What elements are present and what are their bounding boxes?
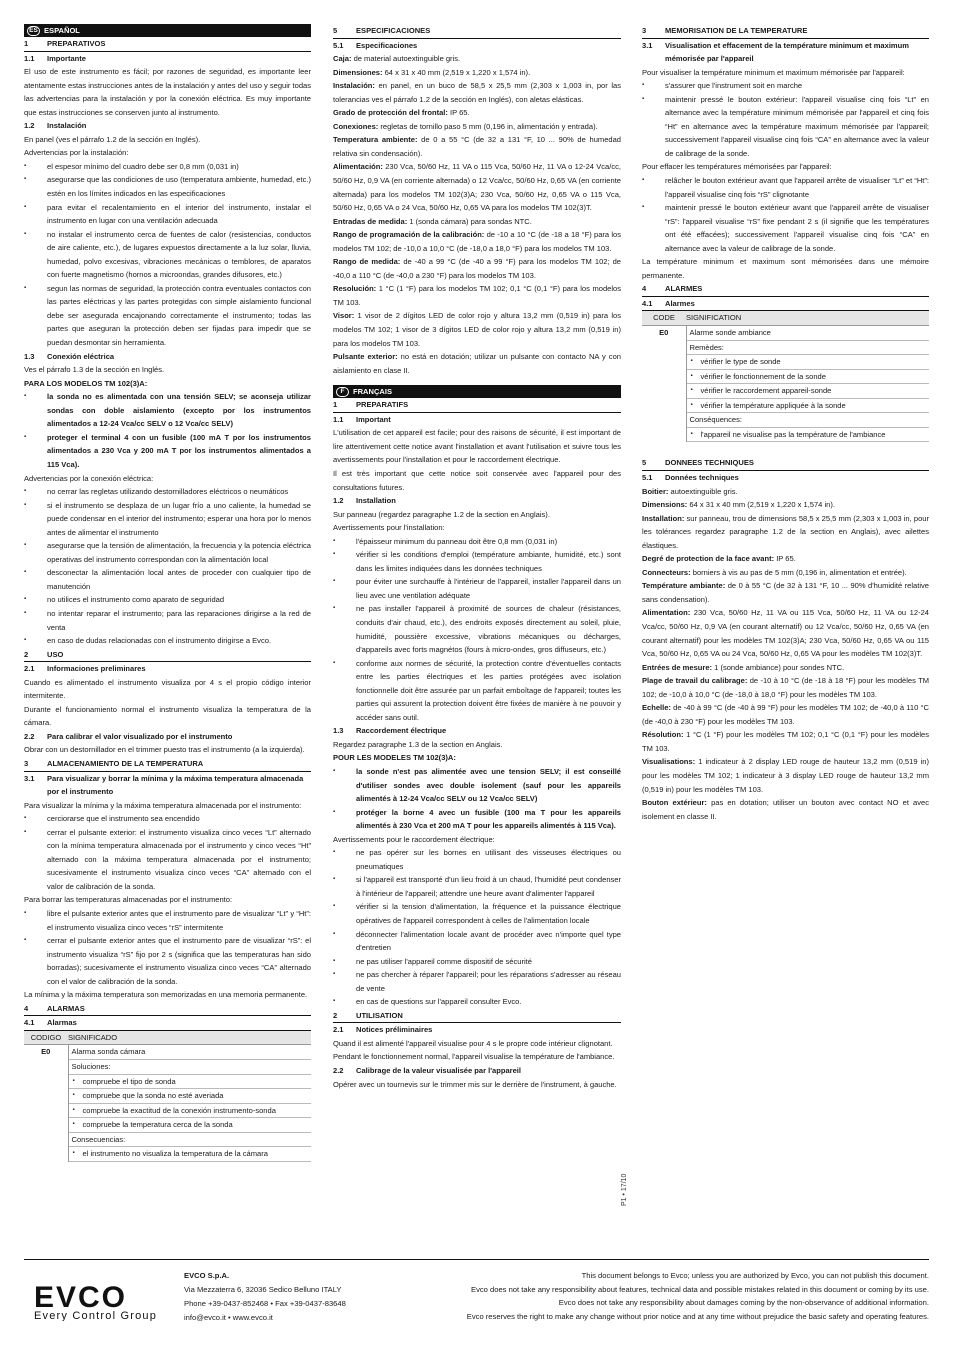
list-item: ▪ libre el pulsante exterior antes que el instrumento pare de visualizar “Lt” y “Ht”: el instrumento visualiza cinco veces “rS” intermitente — [24, 907, 311, 934]
paragraph: Avertissements pour l'installation: — [333, 523, 445, 533]
list-item: ▪ ne pas utiliser l'appareil comme dispositif de sécurité — [333, 955, 621, 969]
subheading: 2.2 Calibrage de la valeur visualisée par l'appareil — [333, 1066, 521, 1076]
paragraph: Para visualizar la mínima y la máxima temperatura almacenada por el instrumento: — [24, 800, 302, 810]
spec-item: Dimensions: 64 x 31 x 40 mm (2,519 x 1,220 x 1,574 in). — [642, 500, 835, 510]
paragraph: Advertencias por la instalación: — [24, 148, 129, 158]
spec-item: Visualisations: 1 indicateur à 2 display LED rouge de hauteur 13,2 mm (0,519 in) pour les modèles TM 102; 1 indicateur à 3 display LED rouge de hauteur 13,2 mm (0,519 in) pour les modèles TM 103. — [642, 757, 929, 794]
heading: 1 PREPARATIVOS — [24, 37, 311, 52]
footer-divider — [24, 1259, 929, 1260]
list-item: ▪ la sonde n'est pas alimentée avec une tension SELV; il est conseillé d'utiliser sondes avec double isolement (sauf pour les appareils alimentés à 12-24 Vca/cc SELV ou 12 Vca/cc SELV) — [333, 765, 621, 806]
paragraph: Opérer avec un tournevis sur le trimmer mis sur le derrière de l'instrument, à gauche. — [333, 1079, 617, 1089]
paragraph: Sur panneau (regardez paragraphe 1.2 de la section en Anglais). — [333, 509, 550, 519]
subheading: 5.1 Données techniques — [642, 472, 739, 482]
list-item: ▪ conforme aux normes de sécurité, la protection contre d'éventuelles contacts entre les parties électriques et les parties protégées avec isolation fonctionnelle doit être assurée par un parfait emboîtage de l'appareil; toutes les parties qui assurent la protection doivent être fixées de manière à ne pouvoir y accéder sans outil. — [333, 657, 621, 725]
paragraph: Regardez paragraphe 1.3 de la section en Anglais. — [333, 739, 503, 749]
heading: 2 UTILISATION — [333, 1009, 621, 1024]
table-header: SIGNIFICADO — [68, 1031, 311, 1045]
subheading: 1.2 Instalación — [24, 121, 87, 131]
list-item: ▪ cerciorarse que el instrumento sea encendido — [24, 812, 311, 826]
fr-badge: F — [336, 387, 349, 397]
list-item: ▪ s'assurer que l'instrument soit en marche — [642, 79, 929, 93]
list-item: ▪ relâcher le bouton extérieur avant que l'appareil arrête de visualiser “Lt” et “Ht”: l'appareil visualise cinq fois “rS” clignotante — [642, 174, 929, 201]
subheading: 2.1 Notices préliminaires — [333, 1025, 433, 1035]
spec-list — [333, 52, 621, 377]
column-spanish — [24, 24, 311, 1162]
subheading: 1.1 Importante — [24, 53, 86, 63]
list-item: ▪ ne pas opérer sur les bornes en utilisant des visseuses électriques ou pneumatiques — [333, 846, 621, 873]
spec-item: Connecteurs: borniers à vis au pas de 5 mm (0,196 in, alimentation et entrée). — [642, 567, 907, 577]
subheading: 1.1 Important — [333, 414, 391, 424]
heading: 3 MEMORISATION DE LA TEMPERATURE — [642, 24, 929, 39]
spec-item: Grado de protección del frontal: IP 65. — [333, 108, 470, 118]
list-item: ▪ pour éviter une surchauffe à l'intérieur de l'appareil, installer l'appareil dans un lieu avec une ventilation adéquate — [333, 575, 621, 602]
alarm-description: Alarme sonde ambiance Remèdes: ▪ vérifier le type de sonde ▪ vérifier le fonctionnement de la sonde ▪ vérifier le raccordement appareil-sonde ▪ vérifier la température appliquée à la sonde Conséquences: ▪ l'appareil ne visualise pas la température de l'ambiance — [686, 326, 929, 443]
heading: 5 ESPECIFICACIONES — [333, 24, 621, 39]
spec-item: Alimentación: 230 Vca, 50/60 Hz, 11 VA o 115 Vca, 50/60 Hz, 11 VA o 12-24 Vca/cc, 50/60 Hz, 0,9 VA (en corriente alternada) o 12 Vca/cc, 50/60 Hz, 0,65 VA (en corriente alternada) para los modelos TM 102(3)A; 230 Vca, 50/60 Hz, 0,65 VA o 115 Vca, 50/60 Hz, 0,65 VA o 24 Vca, 50/60 Hz, 0,65 VA para los modelos TM 102(3)T. — [333, 162, 621, 213]
evco-logo — [32, 1281, 172, 1321]
heading: 1 PREPARATIFS — [333, 398, 621, 413]
paragraph: Pour visualiser la température minimum et maximum mémorisée par l'appareil: — [642, 67, 905, 77]
list-item: ▪ vérifier si la tension d'alimentation, la fréquence et la puissance électrique opératives de l'appareil correspondent à celles de l'alimentation locale — [333, 900, 621, 927]
list-item: ▪ cerrar el pulsante exterior: el instrumento visualiza cinco veces “Lt” alternado con la mínima temperatura almacenada por el instrumento y cinco veces “Ht” alternado con la máxima temperatura almacenada por el instrumento; sucesivamente el instrumento visualiza cinco veces “CA” alternado con el valor de calibración de la sonda. — [24, 826, 311, 894]
spec-item: Dimensiones: 64 x 31 x 40 mm (2,519 x 1,220 x 1,574 in). — [333, 67, 531, 77]
spec-item: Plage de travail du calibrage: de -10 à 10 °C (de -18 à 18 °F) pour les modèles TM 102; de -10,0 à 10,0 °C (de -18,0 à 18,0 °F) pour les modèles TM 103. — [642, 676, 929, 699]
spec-item: Entradas de medida: 1 (sonda cámara) para sondas NTC. — [333, 216, 532, 226]
models-heading: PARA LOS MODELOS TM 102(3)A: — [24, 378, 148, 388]
list-item: ▪ en cas de questions sur l'appareil consulter Evco. — [333, 995, 621, 1009]
subheading: 3.1 Para visualizar y borrar la mínima y la máxima temperatura almacenada por el instrumento — [24, 773, 304, 797]
list-item: ▪ no intentar reparar el instrumento; para las reparaciones dirigirse a la red de venta — [24, 607, 311, 634]
paragraph: Quand il est alimenté l'appareil visualise pour 4 s le propre code intérieur clignotant. — [333, 1038, 613, 1048]
svg-text:EVCO: EVCO — [34, 1281, 128, 1314]
alarm-table — [24, 1031, 311, 1162]
spec-item: Installation: sur panneau, trou de dimensions 58,5 x 25,5 mm (2,303 x 1,003 in, pour les tolérances regardez paragraphe 1.2 de la section en Anglais), avec ailettes élastiques. — [642, 513, 929, 550]
table-header: CODE — [642, 311, 686, 325]
heading: 3 ALMACENAMIENTO DE LA TEMPERATURA — [24, 757, 311, 772]
list-item: ▪ el espesor mínimo del cuadro debe ser 0,8 mm (0,031 in) — [24, 160, 311, 174]
bullet-list — [24, 485, 311, 648]
spec-item: Degré de protection de la face avant: IP 65. — [642, 554, 796, 564]
spec-item: Caja: de material autoextinguible gris. — [333, 54, 461, 64]
list-item: ▪ no utilices el instrumento como aparato de seguridad — [24, 593, 311, 607]
list-item: ▪ maintenir pressé le bouton extérieur avant que l'appareil arrête de visualiser “rS”: l'appareil visualise “rS” fixe pendant 2 s (il signifie que les températures ont été effacées); successivement l'appareil visualise cinq fois “CA” en alternance avec la valeur de calibrage de la sonde. — [642, 201, 929, 255]
spec-item: Conexiones: regletas de tornillo paso 5 mm (0,196 in, alimentación y entrada). — [333, 121, 598, 131]
list-item: ▪ asegurarse que la tensión de alimentación, la frecuencia y la potencia eléctrica operativas del instrumento correspondan con la alimentación local — [24, 539, 311, 566]
bullet-list — [333, 535, 621, 725]
section-header-fr: F FRANÇAIS — [333, 385, 621, 398]
list-item: ▪ desconectar la alimentación local antes de proceder con cualquier tipo de manutención — [24, 566, 311, 593]
spec-list — [642, 485, 929, 824]
alarm-description: Alarma sonda cámara Soluciones: ▪ compruebe el tipo de sonda ▪ compruebe que la sonda no esté averiada ▪ compruebe la exactitud de la conexión instrumento-sonda ▪ compruebe la temperatura cerca de la sonda Consecuencias: ▪ el instrumento no visualiza la temperatura de la cámara — [68, 1045, 311, 1162]
list-item: ▪ si el instrumento se desplaza de un lugar frío a uno caliente, la humedad se puede condensar en el interior del instrumento; esperar una hora por lo menos antes de alimentar el instrumento — [24, 499, 311, 540]
subheading: 1.3 Conexión eléctrica — [24, 351, 115, 361]
subheading: 2.1 Informaciones preliminares — [24, 664, 146, 674]
subheading: 5.1 Especificaciones — [333, 40, 418, 50]
paragraph: Obrar con un destornillador en el trimmer puesto tras el instrumento (a la izquierda). — [24, 745, 305, 755]
list-item: ▪ l'épaisseur minimum du panneau doit être 0,8 mm (0,031 in) — [333, 535, 621, 549]
list-item: ▪ para evitar el recalentamiento en el interior del instrumento, instalar el instrumento en lugar con una ventilación adecuada — [24, 201, 311, 228]
bullet-list — [24, 812, 311, 893]
document-code: P1 • 17/10 — [621, 1173, 628, 1206]
paragraph: Pendant le fonctionnement normal, l'appareil visualise la température de l'ambiance. — [333, 1052, 615, 1062]
list-item: ▪ asegurarse que las condiciones de uso (temperatura ambiente, humedad, etc.) estén en los límites indicados en las especificaciones — [24, 173, 311, 200]
table-header: SIGNIFICATION — [686, 311, 929, 325]
list-item: ▪ no cerrar las regletas utilizando destornilladores eléctricos o neumáticos — [24, 485, 311, 499]
list-item: ▪ ne pas installer l'appareil à proximité de sources de chaleur (résistances, conduits d'air chaud, etc.), des endroits exposés directement au soleil, pluie, humidité, poussière excessive, vibrations mécaniques ou décharges, d'appareils avec forts magnétos (fours à micro-ondes, gros diffuseurs, etc.) — [333, 602, 621, 656]
footer — [24, 1267, 929, 1337]
paragraph: Para borrar las temperaturas almacenadas por el instrumento: — [24, 895, 233, 905]
heading: 4 ALARMAS — [24, 1002, 311, 1017]
paragraph: Cuando es alimentado el instrumento visualiza por 4 s el propio código interior intermitente. — [24, 677, 311, 701]
list-item: ▪ cerrar el pulsante exterior antes que el instrumento pare de visualizar “rS”: el instrumento visualiza “rS” fijo por 2 s (significa que las temperaturas han sido borradas); sucesivamente el instrumento visualiza cinco veces “CA” alternado con el valor de calibración de la sonda. — [24, 934, 311, 988]
spec-item: Temperatura ambiente: de 0 a 55 °C (de 32 a 131 °F, 10 ... 90% de humedad relativa sin condensación). — [333, 135, 621, 158]
list-item: ▪ proteger el terminal 4 con un fusible (100 mA T por los instrumentos alimentados a 230 Vca y 200 mA T por los instrumentos alimentados a 115 Vca). — [24, 431, 311, 472]
list-item: ▪ ne pas chercher à réparer l'appareil; pour les réparations s'adresser au réseau de vente — [333, 968, 621, 995]
table-header: CODIGO — [24, 1031, 68, 1045]
bullet-list — [642, 174, 929, 255]
spec-item: Température ambiante: de 0 à 55 °C (de 32 à 131 °F, 10 ... 90% d'humidité relative sans condensation). — [642, 581, 929, 604]
subheading: 4.1 Alarmes — [642, 297, 929, 312]
spec-item: Rango de medida: de -40 a 99 °C (de -40 a 99 °F) para los modelos TM 102; de -40,0 a 110 °C (de -40,0 a 230 °F) para los modelos TM 103. — [333, 257, 621, 280]
spec-item: Bouton extérieur: pas en dotation; utiliser un bouton avec contact NO et avec isolement en classe II. — [642, 798, 929, 821]
list-item: ▪ la sonda no es alimentada con una tensión SELV; se aconseja utilizar sondas con doble aislamiento (excepto por los instrumentos alimentados a 12-24 Vca/cc SELV o 12 Vca/cc SELV) — [24, 390, 311, 431]
subheading: 3.1 Visualisation et effacement de la température minimum et maximum mémorisée par l'appareil — [642, 40, 909, 64]
spec-item: Entrées de mesure: 1 (sonde ambiance) pour sondes NTC. — [642, 662, 845, 672]
list-item: ▪ protéger la borne 4 avec un fusible (100 ma T pour les appareils alimentés à 230 Vca et 200 mA T pour les appareils alimentés à 115 Vca). — [333, 806, 621, 833]
list-item: ▪ si l'appareil est transporté d'un lieu froid à un chaud, l'humidité peut condenser à l'intérieur de l'appareil; attendre une heure avant d'alimenter l'appareil — [333, 873, 621, 900]
alarm-code: E0 — [24, 1045, 68, 1162]
paragraph: En panel (ves el párrafo 1.2 de la sección en Inglés). — [24, 134, 201, 144]
models-heading: POUR LES MODELES TM 102(3)A: — [333, 753, 456, 763]
spec-item: Pulsante exterior: no está en dotación; utilizar un pulsante con contacto NA y con aislamiento en clase II. — [333, 352, 621, 375]
list-item: ▪ déconnecter l'alimentation locale avant de procéder avec n'importe quel type d'entretien — [333, 928, 621, 955]
spec-item: Resolución: 1 °C (1 °F) para los modelos TM 102; 0,1 °C (0,1 °F) para los modelos TM 103. — [333, 284, 621, 307]
spec-item: Résolution: 1 °C (1 °F) pour les modèles TM 102; 0,1 °C (0,1 °F) pour les modèles TM 103. — [642, 730, 929, 753]
subheading: 2.2 Para calibrar el valor visualizado por el instrumento — [24, 731, 233, 741]
list-item: ▪ no instalar el instrumento cerca de fuentes de calor (resistencias, conductos de aire caliente, etc.), de lugares expuestos directamente a la luz solar, lluvia, humedad, polvo excesivas, vibraciones mecánicas o temblores, de aparatos con fuerte magnetismo (hornos a microondas, grandes difusores, etc.) — [24, 228, 311, 282]
subheading: 4.1 Alarmas — [24, 1016, 311, 1031]
spec-item: Rango de programación de la calibración: de -10 a 10 °C (de -18 a 18 °F) para los modelos TM 102; de -10,0 a 10,0 °C (de -18,0 a 18,0 °F) para los modelos TM 103. — [333, 230, 621, 253]
paragraph: El uso de este instrumento es fácil; por razones de seguridad, es importante leer atentamente estas instrucciones antes de la instalación y antes del uso y seguir todas las advertencias para la instalación y por la conexión eléctrica. Es muy importante que estas instrucciones se conserven junto al instrumento. — [24, 67, 311, 117]
list-item: ▪ en caso de dudas relacionadas con el instrumento dirigirse a Evco. — [24, 634, 311, 648]
subheading: 1.3 Raccordement électrique — [333, 726, 447, 736]
bullet-list — [333, 765, 621, 833]
list-item: ▪ segun las normas de seguridad, la protección contra eventuales contactos con las partes eléctricas y las partes protegidas con simple aislamiento funcional debe ser asegurada encajonando correctamente el instrumento; todas las partes que aseguran la protección deben ser fijadas para impedir que se puedan desmontar sin herramienta. — [24, 282, 311, 350]
bullet-list — [24, 390, 311, 471]
paragraph: Advertencias por la conexión eléctrica: — [24, 473, 154, 483]
list-item: ▪ vérifier si les conditions d'emploi (température ambiante, humidité, etc.) sont dans les limites indiquées dans les données techniques — [333, 548, 621, 575]
subheading: 1.2 Installation — [333, 496, 396, 506]
bullet-list — [24, 907, 311, 988]
spec-item: Echelle: de -40 à 99 °C (de -40 à 99 °F) pour les modèles TM 102; de -40,0 à 110 °C (de -40,0 à 230 °F) pour les modèles TM 103. — [642, 703, 929, 726]
column-middle — [333, 24, 621, 1091]
paragraph: La température minimum et maximum sont mémorisées dans une mémoire permanente. — [642, 257, 929, 280]
spec-item: Boitier: autoextinguible gris. — [642, 486, 738, 496]
heading: 4 ALARMES — [642, 282, 929, 297]
svg-text:Every Control Group: Every Control Group — [34, 1310, 158, 1321]
disclaimer: This document belongs to Evco; unless you are authorized by Evco, you can not publish this document. Evco does not take any responsibility about features, technical data and possible mistakes related in this document or coming by its use. Evco does not take any responsibility about damages coming by the non-observance of additional information. Evco reserves the right to make any change without prior notice and at any time without prejudice the basic safety and operating features. — [466, 1271, 929, 1321]
es-badge: ES — [27, 26, 40, 36]
bullet-list — [24, 160, 311, 350]
spec-item: Alimentation: 230 Vca, 50/60 Hz, 11 VA ou 115 Vca, 50/60 Hz, 11 VA ou 12-24 Vca/cc, 50/60 Hz, 0,9 VA (en courant alternatif) ou 12 Vca/cc, 50/60 Hz, 0,65 VA (en courant alternatif) pour les modèles TM 102(3)A; 230 Vca, 50/60 Hz, 0,65 VA ou 115 Vca, 50/60 Hz, 0,65 VA ou 24 Vca, 50/60 Hz, 0,65 VA pour les modèles TM 102(3)T. — [642, 608, 929, 659]
paragraph: L'utilisation de cet appareil est facile; pour des raisons de sécurité, il est important de lire attentivement cette notice avant l'installation et avant l'utilisation et suivre tous les avertissements pour l'installation et pour le raccordement électrique. — [333, 428, 621, 465]
section-header-es: ES ESPAÑOL — [24, 24, 311, 37]
paragraph: Pour effacer les températures mémorisées par l'appareil: — [642, 162, 832, 172]
bullet-list — [333, 846, 621, 1009]
alarm-code: E0 — [642, 326, 686, 443]
column-french — [642, 24, 929, 823]
heading: 2 USO — [24, 648, 311, 663]
list-item: ▪ maintenir pressé le bouton extérieur: l'appareil visualise cinq fois “Lt” en alternance avec la température minimum mémorisée par l'appareil et cinq fois “Ht” en alternance avec la température maximum mémorisée par l'appareil; successivement l'appareil visualise cinq fois “CA” en alternance avec la valeur de calibrage de la sonde. — [642, 93, 929, 161]
heading: 5 DONNEES TECHNIQUES — [642, 456, 929, 471]
paragraph: Ves el párrafo 1.3 de la sección en Inglés. — [24, 365, 165, 375]
spec-item: Visor: 1 visor de 2 dígitos LED de color rojo y altura 13,2 mm (0,519 in) para los modelos TM 102; 1 visor de 3 dígitos LED de color rojo y altura 13,2 mm (0,519 in) para los modelos TM 103. — [333, 311, 621, 348]
paragraph: La mínima y la máxima temperatura son memorizadas en una memoria permanente. — [24, 990, 308, 1000]
spec-item: Instalación: en panel, en un bucо de 58,5 x 25,5 mm (2,303 x 1,003 in, por las tolerancias ves el párrafo 1.2 de la sección en Inglés), con aletas elásticas. — [333, 81, 621, 104]
alarm-table — [642, 311, 929, 442]
paragraph: Durante el funcionamiento normal el instrumento visualiza la temperatura de la cámara. — [24, 704, 311, 728]
company-address: EVCO S.p.A. Via Mezzaterra 6, 32036 Sedico Belluno ITALY Phone +39-0437-852468 • Fax +39-0437-83648 info@evco.it • www.evco.it — [184, 1271, 346, 1322]
bullet-list — [642, 79, 929, 160]
paragraph: Avertissements pour le raccordement électrique: — [333, 834, 495, 844]
paragraph: Il est très important que cette notice soit conservée avec l'appareil pour des consultations futures. — [333, 468, 621, 492]
